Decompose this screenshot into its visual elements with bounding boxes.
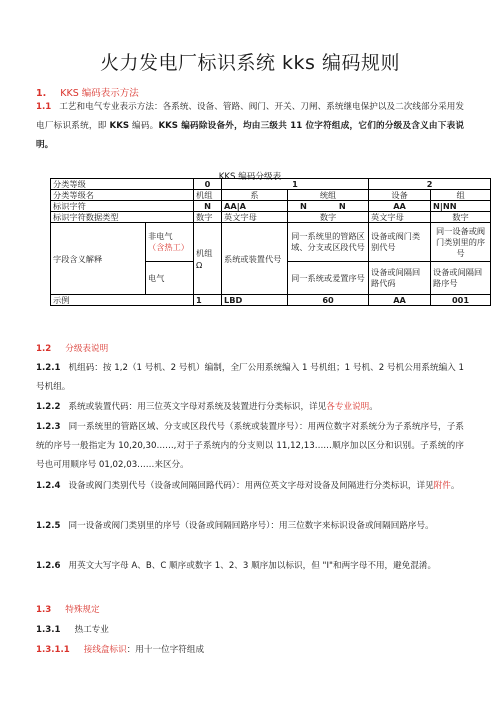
section-1-3-1-1-heading — [36, 641, 464, 660]
table-row — [51, 190, 491, 201]
cell: N — [194, 201, 222, 212]
cell: 001 — [431, 295, 491, 306]
cell-system-code: 系统或装置代号 — [222, 223, 288, 295]
cell-label: 字段含义解释 — [51, 223, 146, 295]
char-n: N — [300, 201, 307, 211]
cell: 数字 — [194, 212, 222, 223]
paragraph-1-2-6 — [36, 557, 464, 576]
cell: 1 — [194, 295, 222, 306]
cell: 组 — [431, 190, 491, 201]
table-row — [51, 223, 491, 262]
section-1-heading — [36, 85, 139, 99]
char-n: N — [338, 201, 346, 211]
paragraph-text: 同一设备或阀门类别里的序号（设备或间隔回路序号）：用三位数字来标识设备或间隔回路序号。 — [68, 521, 434, 531]
section-label: KKS 编码表示方法 — [60, 88, 139, 99]
section-number: 1.3.1 — [36, 625, 61, 635]
cell-label: 标识字符数据类型 — [51, 212, 194, 223]
section-1-2-heading — [36, 340, 464, 359]
kks-term: KKS — [109, 121, 130, 131]
cell: 系 — [222, 190, 288, 201]
paragraph-number: 1.2.3 — [36, 422, 61, 432]
paragraph-text-a: 工艺和电气专业表示方法：各系统、设备、管路、阀门、开关、刀闸、系统继电保护以及二次线部分采用发电厂标识系统，即 — [36, 102, 464, 131]
paragraph-number: 1.2.5 — [36, 521, 61, 531]
cell: AA — [369, 201, 431, 212]
paragraph-number: 1.1 — [36, 102, 52, 112]
section-number: 1.2 — [36, 344, 52, 354]
link-professional-notes[interactable]: 各专业说明 — [326, 402, 370, 412]
cell-electrical: 电气 — [146, 262, 194, 295]
cell-sequence: 同一设备或阀门类别里的序号 — [431, 223, 491, 262]
cell: 60 — [288, 295, 369, 306]
cell: N|NN — [431, 201, 491, 212]
paragraph-1-2-5 — [36, 517, 464, 536]
section-label: 分级表说明 — [65, 344, 109, 354]
section-label: 接线盒标识 — [83, 645, 127, 655]
paragraph-number: 1.2.1 — [36, 363, 61, 373]
cell-level-2: 2 — [369, 179, 491, 190]
table-row — [51, 212, 491, 223]
cell-non-electrical — [146, 223, 194, 262]
section-text: ：用十一位字符组成 — [126, 645, 205, 655]
paragraph-1-2-3 — [36, 418, 464, 475]
cell: 数字 — [431, 212, 491, 223]
cell: 数字 — [288, 212, 369, 223]
page-title: 火力发电厂标识系统 kks 编码规则 — [100, 52, 400, 74]
section-number: 1. — [36, 88, 47, 99]
paragraph-text: 用英文大写字母 A、B、C 顺序或数字 1、2、3 顺序加以标识，但 "I"和两字母不用，避免混淆。 — [68, 561, 437, 571]
table-row — [51, 201, 491, 212]
label-thermal: （含热工） — [148, 242, 189, 252]
paragraph-1-2-2 — [36, 398, 464, 417]
cell-label: 示例 — [51, 295, 194, 306]
section-1-3-heading — [36, 601, 464, 620]
paragraph-text: 机组码：按 1,2（1 号机、2 号机）编制，全厂公用系统编入 1 号机组；1 号机、2 号机公用系统编入 1 号机组。 — [36, 363, 464, 392]
section-label: 热工专业 — [74, 625, 109, 635]
paragraph-text: 设备或阀门类别代号（设备或间隔回路代码）：用两位英文字母对设备及间隔进行分类标识，详见 — [68, 481, 434, 491]
paragraph-number: 1.2.2 — [36, 402, 61, 412]
cell — [288, 201, 369, 212]
section-label: 特殊规定 — [65, 605, 100, 615]
paragraph-text-b: 编码。 — [129, 121, 159, 131]
table-row — [51, 295, 491, 306]
cell-level-0: 0 — [194, 179, 222, 190]
cell-unit: 机组 Ω — [194, 223, 222, 295]
table-caption: KKS 编码分级表 — [218, 172, 282, 182]
cell: 设备 — [369, 190, 431, 201]
paragraph-text-c: KKS 编码除设备外，均由三级共 11 位字符组成，它们的分级及含义由下表说明。 — [36, 121, 464, 150]
paragraph-text: 同一系统里的管路区域、分支或区段代号（系统或装置序号）：用两位数字对系统分为子系统序号，子系统的序号一般指定为 10,20,30……,对于子系统内的分支则以 11,12,13……顺序加以区分和识别。子系统的序号也可用顺序号 01,02,03……来区分。 — [36, 422, 464, 470]
paragraph-number: 1.2.4 — [36, 481, 61, 491]
cell-level-1: 1 — [222, 179, 369, 190]
cell-label: 分类等级名 — [51, 190, 194, 201]
cell: LBD — [222, 295, 288, 306]
cell-circuit-code: 设备或间隔回路代码 — [369, 262, 431, 295]
cell-label: 分类等级 — [51, 179, 194, 190]
paragraph-1-2-1 — [36, 359, 464, 397]
cell-label: 标识字符 — [51, 201, 194, 212]
paragraph-end: 。 — [369, 402, 378, 412]
label-non-electrical: 非电气 — [148, 231, 173, 241]
cell-circuit-serial: 设备或间隔回路序号 — [431, 262, 491, 295]
kks-code-table — [50, 178, 491, 306]
cell-subsystem: 同一系统里的管路区域、分支或区段代号 — [288, 223, 369, 262]
cell: 英文字母 — [222, 212, 288, 223]
cell: 英文字母 — [369, 212, 431, 223]
section-1-3-1-heading — [36, 621, 464, 640]
paragraph-1-2-4 — [36, 477, 464, 496]
cell: AA|A — [222, 201, 288, 212]
cell-subsystem-serial: 同一系统或爰置序号 — [288, 262, 369, 295]
paragraph-text: 系统或装置代码：用三位英文字母对系统及装置进行分类标识，详见 — [68, 402, 327, 412]
cell-equipment-code: 设备或阀门类别代号 — [369, 223, 431, 262]
paragraph-end: 。 — [450, 481, 460, 491]
cell: AA — [369, 295, 431, 306]
paragraph-number: 1.2.6 — [36, 561, 61, 571]
cell: 统组 — [288, 190, 369, 201]
paragraph-1-1 — [36, 98, 464, 155]
section-number: 1.3 — [36, 605, 52, 615]
section-number: 1.3.1.1 — [36, 645, 70, 655]
link-appendix[interactable]: 附件 — [433, 481, 451, 491]
table-row — [51, 179, 491, 190]
cell: 机组 — [194, 190, 222, 201]
